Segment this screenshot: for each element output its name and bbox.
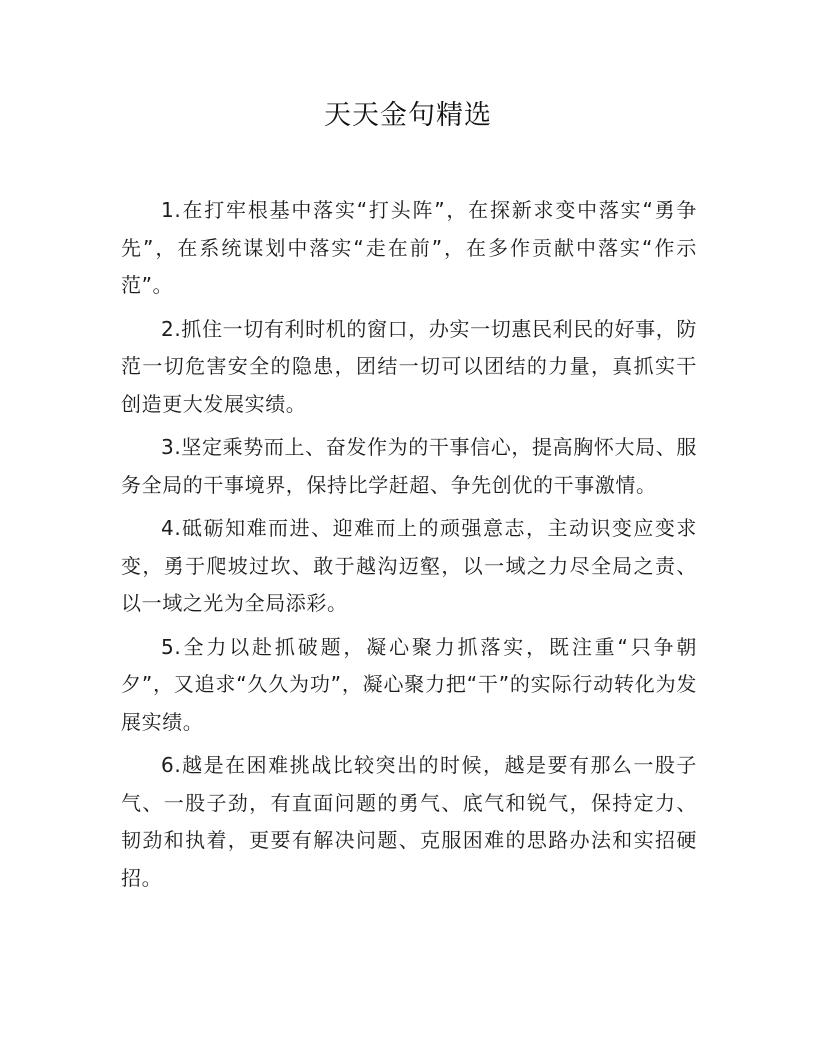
paragraph-1: 1.在打牢根基中落实“打头阵”，在探新求变中落实“勇争先”，在系统谋划中落实“走在前”，在多作贡献中落实“作示范”。 [121, 198, 697, 297]
paragraph-2: 2.抓住一切有利时机的窗口，办实一切惠民利民的好事，防范一切危害安全的隐患，团结一切可以团结的力量，真抓实干创造更大发展实绩。 [121, 316, 697, 416]
paragraph-3: 3.坚定乘势而上、奋发作为的干事信心，提高胸怀大局、服务全局的干事境界，保持比学赶超、争先创优的干事激情。 [121, 435, 697, 497]
document-body [121, 192, 697, 903]
paragraph-6: 6.越是在困难挑战比较突出的时候，越是要有那么一股子气、一股子劲，有直面问题的勇气、底气和锐气，保持定力、韧劲和执着，更要有解决问题、克服困难的思路办法和实招硬招。 [121, 753, 697, 890]
document-title: 天天金句精选 [324, 100, 492, 131]
paragraph-5: 5.全力以赴抓破题，凝心聚力抓落实，既注重“只争朝夕”，又追求“久久为功”，凝心聚力把“干”的实际行动转化为发展实绩。 [121, 634, 697, 734]
paragraph-4: 4.砥砺知难而进、迎难而上的顽强意志，主动识变应变求变，勇于爬坡过坎、敢于越沟迈壑，以一域之力尽全局之责、以一域之光为全局添彩。 [121, 516, 697, 615]
